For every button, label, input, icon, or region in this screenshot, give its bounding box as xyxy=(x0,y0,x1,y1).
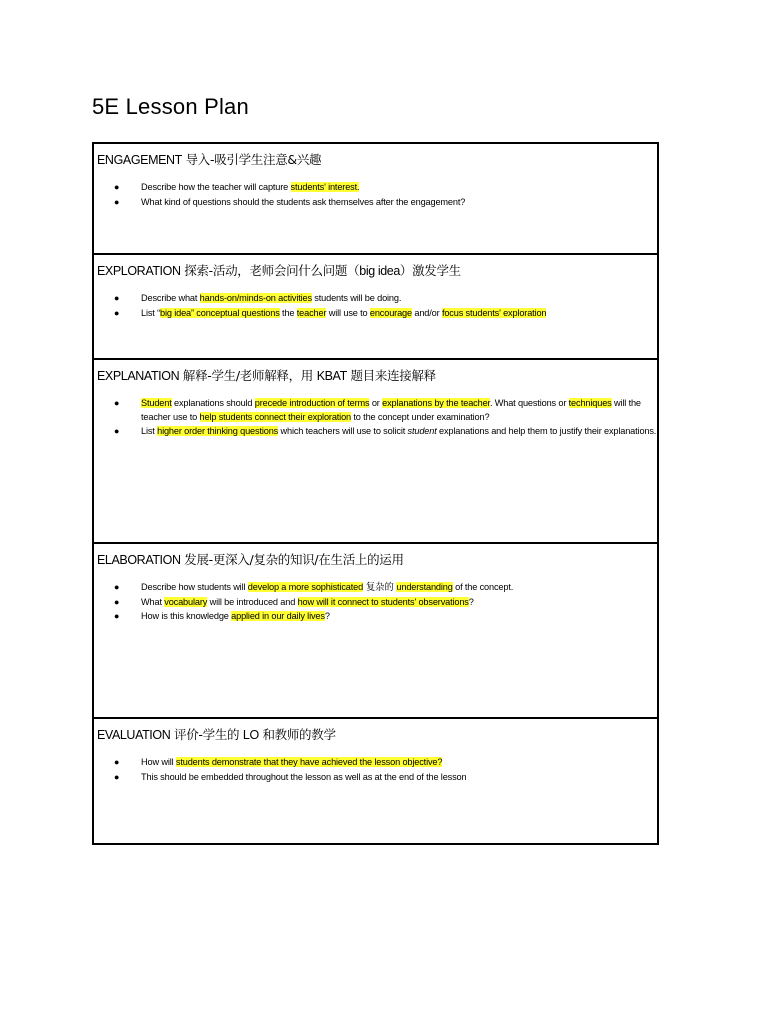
list-item: ● List higher order thinking questions which teachers will use to solicit student explanations and help them to justify their explanations. xyxy=(114,425,659,439)
section-explanation xyxy=(94,360,657,543)
bullet-icon: ● xyxy=(114,293,120,303)
emphasis: student xyxy=(407,426,437,436)
section-heading-zh: 发展-更深入/复杂的知识/在生活上的运用 xyxy=(180,552,404,567)
section-heading-en2: big idea xyxy=(359,264,400,278)
bullet-icon: ● xyxy=(114,398,120,408)
bullet-icon: ● xyxy=(114,182,120,192)
list-item: ● Describe what hands-on/minds-on activities students will be doing. xyxy=(114,292,659,306)
highlight: understanding xyxy=(396,582,453,592)
highlight: encourage xyxy=(369,307,412,318)
highlight: focus students' exploration xyxy=(441,307,547,318)
highlight: applied in our daily lives xyxy=(231,611,325,621)
highlight: higher order thinking questions xyxy=(157,426,279,436)
bullet-icon: ● xyxy=(114,426,120,436)
highlight: vocabulary xyxy=(164,596,208,607)
highlight: big idea” conceptual questions xyxy=(160,307,280,318)
highlight: teacher xyxy=(296,307,327,318)
highlight: students' interest. xyxy=(290,182,360,192)
list-item: ● How is this knowledge applied in our daily lives? xyxy=(114,610,659,624)
bullet-icon: ● xyxy=(114,596,120,607)
section-heading-en: EXPLANATION xyxy=(97,369,180,383)
highlight: help students connect their exploration xyxy=(199,411,351,422)
section-elaboration xyxy=(94,544,657,718)
list-item: ● Describe how the teacher will capture students' interest. xyxy=(114,181,659,195)
section-exploration xyxy=(94,255,657,359)
section-heading xyxy=(97,725,336,743)
section-heading-zh: 导入-吸引学生注意&兴趣 xyxy=(181,152,322,167)
section-heading-zh: 评价-学生的 xyxy=(170,727,243,742)
bullet-list xyxy=(114,756,659,785)
bullet-list xyxy=(114,292,659,321)
section-heading-en2: LO xyxy=(242,728,259,742)
section-heading xyxy=(97,150,321,168)
list-item: ● Student explanations should precede introduction of terms or explanations by the teacher. What questions or techniques will the teacher use to help students connect their exploration to the concept under examination? xyxy=(114,398,641,422)
bullet-list xyxy=(114,581,659,625)
section-heading-en2: KBAT xyxy=(316,369,347,383)
section-engagement xyxy=(94,144,657,254)
highlight: develop a more sophisticated xyxy=(247,582,364,592)
highlight: Student xyxy=(141,398,172,408)
section-evaluation xyxy=(94,719,657,843)
section-heading-en: ENGAGEMENT xyxy=(97,153,182,167)
bullet-icon: ● xyxy=(114,307,120,318)
section-heading xyxy=(97,550,404,568)
bullet-list xyxy=(114,181,659,210)
highlight: hands-on/minds-on activities xyxy=(199,293,312,303)
list-item: ● Describe how students will develop a more sophisticated 复杂的 understanding of the concept. xyxy=(114,582,514,593)
section-heading-en: EVALUATION xyxy=(97,728,171,742)
section-heading-zh: 探索-活动，老师会问什么问题（ xyxy=(180,263,360,278)
section-heading-zh2: 和教师的教学 xyxy=(258,727,336,742)
section-heading xyxy=(97,366,436,384)
section-heading-zh: 解释-学生/老师解释，用 xyxy=(179,368,317,383)
page-title: 5E Lesson Plan xyxy=(92,94,249,119)
bullet-icon: ● xyxy=(114,196,120,207)
highlight: techniques xyxy=(568,398,612,408)
list-item: ● What vocabulary will be introduced and how will it connect to students' observations? xyxy=(114,596,659,610)
list-item: ● How will students demonstrate that they have achieved the lesson objective? xyxy=(114,756,659,770)
bullet-list xyxy=(114,397,659,440)
section-heading-en: EXPLORATION xyxy=(97,264,181,278)
section-heading-en: ELABORATION xyxy=(97,553,181,567)
lesson-plan-table xyxy=(92,142,659,845)
highlight: how will it connect to students' observations xyxy=(297,596,469,607)
section-heading-zh2: 题目来连接解释 xyxy=(346,368,436,383)
highlight: explanations by the teacher xyxy=(382,398,490,408)
bullet-icon: ● xyxy=(114,771,120,782)
list-item: ● This should be embedded throughout the lesson as well as at the end of the lesson xyxy=(114,771,659,785)
section-heading xyxy=(97,261,461,279)
list-item: ● List “big idea” conceptual questions the teacher will use to encourage and/or focus students' exploration xyxy=(114,307,659,321)
highlight: precede introduction of terms xyxy=(254,398,370,408)
bullet-icon: ● xyxy=(114,582,120,592)
bullet-icon: ● xyxy=(114,611,120,621)
highlight: students demonstrate that they have achieved the lesson objective? xyxy=(175,757,443,767)
section-heading-zh2: ）激发学生 xyxy=(399,263,461,278)
bullet-icon: ● xyxy=(114,757,120,767)
list-item: ● What kind of questions should the students ask themselves after the engagement? xyxy=(114,196,659,210)
